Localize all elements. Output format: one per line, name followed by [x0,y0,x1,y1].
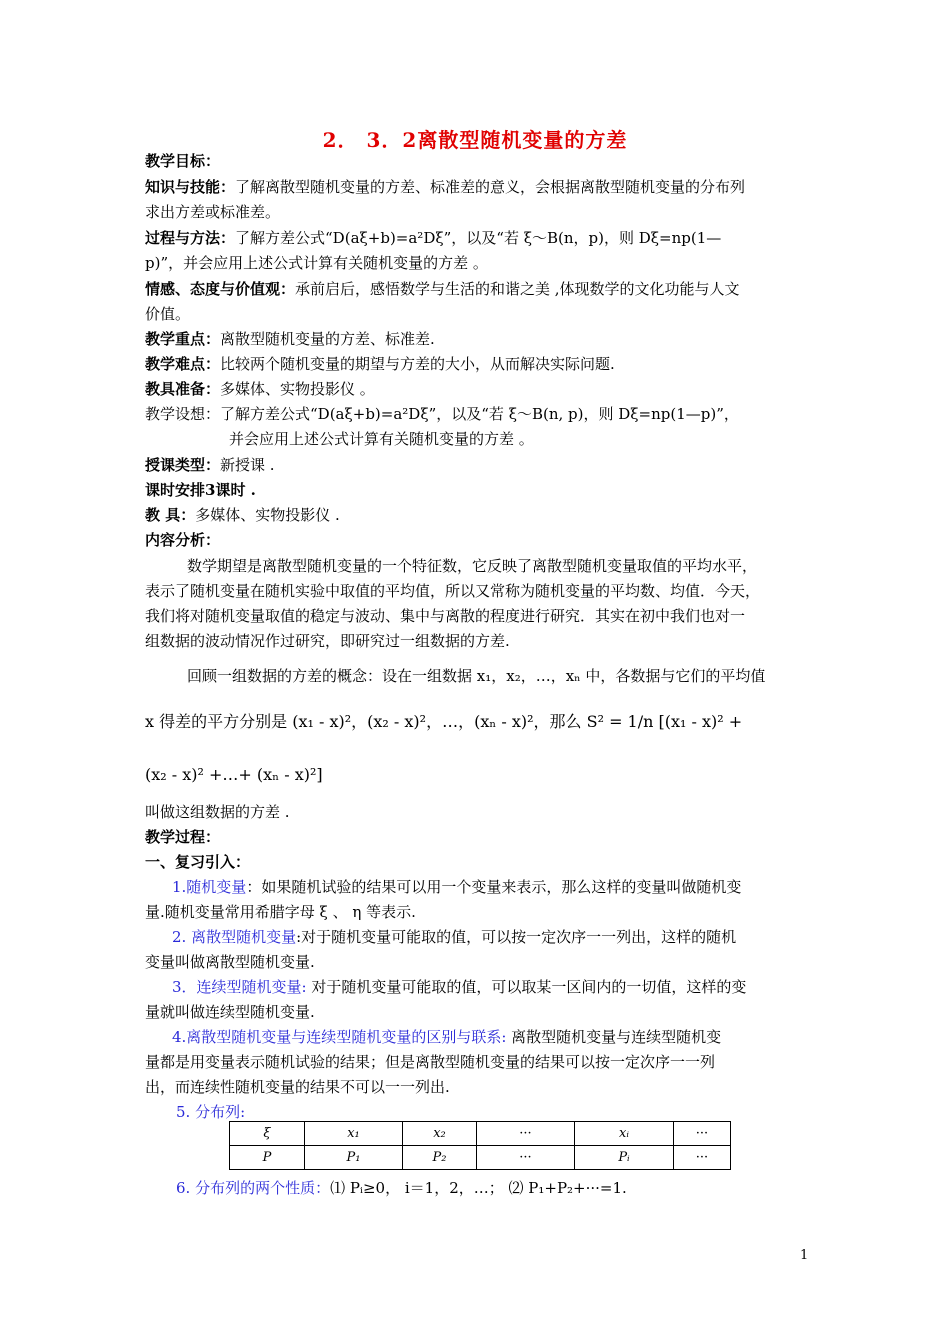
emotion-line-1 [145,277,740,301]
type-line [145,453,275,477]
item-text: 对于随机变量可能取的值，可以取某一区间内的一切值，这样的变 [306,978,747,996]
aids-label: 教 具： [145,506,196,524]
analysis-paragraph-line: 数学期望是离散型随机变量的一个特征数，它反映了离散型随机变量取值的平均水平， [187,557,758,575]
knowledge-line-1 [145,175,745,199]
properties-text: ⑴ Pᵢ≥0， i＝1，2，…； ⑵ P₁+P₂+···=1. [330,1179,627,1197]
distribution-heading: 5. 分布列: [176,1103,246,1121]
process-heading: 教学过程： [145,828,221,846]
section-heading: 一、复习引入： [145,853,251,871]
list-item [172,975,746,999]
idea-text-1: 教学设想：了解方差公式“D(aξ+b)=a²Dξ”，以及“若 ξ～B(n, p)，则 Dξ=np(1—p)”， [145,405,739,423]
table-cell: x₁ [305,1122,403,1146]
table-cell: x₂ [403,1122,477,1146]
aids-line [145,503,340,527]
table-row [230,1146,731,1170]
emotion-label: 情感、态度与价值观： [145,280,296,298]
process-line-1 [145,226,721,250]
key-text: 离散型随机变量的方差、标准差. [220,330,435,348]
hard-label: 教学难点： [145,355,221,373]
list-item [172,1025,721,1049]
type-label: 授课类型： [145,456,221,474]
analysis-paragraph-line: 组数据的波动情况作过研究，即研究过一组数据的方差. [145,632,510,650]
list-item [172,875,741,899]
idea-text-2: 并会应用上述公式计算有关随机变量的方差 。 [229,430,534,448]
item-text: 变量叫做离散型随机变量. [145,953,315,971]
analysis-heading: 内容分析： [145,531,221,549]
key-label: 教学重点： [145,330,221,348]
table-cell: P₂ [403,1146,477,1170]
table-row [230,1122,731,1146]
knowledge-text-2: 求出方差或标准差。 [145,203,281,221]
analysis-paragraph-line: 我们将对随机变量取值的稳定与波动、集中与离散的程度进行研究．其实在初中我们也对一 [145,607,746,625]
distribution-table [229,1121,731,1170]
hard-text: 比较两个随机变量的期望与方差的大小，从而解决实际问题. [220,355,615,373]
process-text-1: 了解方差公式“D(aξ+b)=a²Dξ”，以及“若 ξ～B(n，p)，则 Dξ=np(1— [235,229,722,247]
goals-heading: 教学目标： [145,152,221,170]
process-text-2: p)”，并会应用上述公式计算有关随机变量的方差 。 [145,254,488,272]
item-label: 4.离散型随机变量与连续型随机变量的区别与联系: [172,1028,507,1046]
table-cell: ··· [477,1122,575,1146]
table-cell: ··· [674,1122,731,1146]
hours-line: 课时安排3课时 . [145,481,256,499]
tools-line [145,377,375,401]
table-cell: ··· [477,1146,575,1170]
table-cell: ··· [674,1146,731,1170]
item-text: :对于随机变量可能取的值，可以按一定次序一一列出，这样的随机 [296,928,737,946]
review-line-3: (x₂ - x)² +…+ (xₙ - x)²] [145,765,323,784]
aids-text: 多媒体、实物投影仪 . [195,506,340,524]
page-number: 1 [800,1248,809,1263]
item-text: ：如果随机试验的结果可以用一个变量来表示，那么这样的变量叫做随机变 [246,878,742,896]
table-cell: P [230,1146,305,1170]
hard-line [145,352,615,376]
item-label: 1.随机变量 [172,878,247,896]
knowledge-text-1: 了解离散型随机变量的方差、标准差的意义，会根据离散型随机变量的分布列 [235,178,746,196]
process-label: 过程与方法： [145,229,236,247]
properties-label: 6. 分布列的两个性质： [176,1179,331,1197]
analysis-paragraph-line: 表示了随机变量在随机实验中取值的平均值，所以又常称为随机变量的平均数、均值．今天， [145,582,761,600]
item-label: 3．连续型随机变量: [172,978,307,996]
review-line-1: 回顾一组数据的方差的概念：设在一组数据 x₁，x₂，…，xₙ 中，各数据与它们的平均值 [187,667,766,685]
item-text: 离散型随机变量与连续型随机变 [506,1028,722,1046]
type-text: 新授课 . [220,456,275,474]
table-cell: Pᵢ [575,1146,674,1170]
page-title: 2． 3．2离散型随机变量的方差 [322,128,628,152]
table-cell: ξ [230,1122,305,1146]
list-item [172,925,736,949]
key-line [145,327,435,351]
table-cell: xᵢ [575,1122,674,1146]
knowledge-label: 知识与技能： [145,178,236,196]
item-text: 量都是用变量表示随机试验的结果；但是离散型随机变量的结果可以按一定次序一一列 [145,1053,716,1071]
item-text: 量就叫做连续型随机变量. [145,1003,315,1021]
review-line-4: 叫做这组数据的方差 . [145,803,290,821]
table-cell: P₁ [305,1146,403,1170]
review-line-2: x 得差的平方分别是 (x₁ - x)²，(x₂ - x)²，…，(xₙ - x)²，那么 S² = 1/n [(x₁ - x)² + [145,712,743,731]
tools-text: 多媒体、实物投影仪 。 [220,380,375,398]
item-text: 出，而连续性随机变量的结果不可以一一列出. [145,1078,450,1096]
item-label: 2. 离散型随机变量 [172,928,297,946]
properties-line [176,1176,627,1200]
emotion-text-1: 承前启后，感悟数学与生活的和谐之美 ,体现数学的文化功能与人文 [295,280,740,298]
emotion-text-2: 价值。 [145,305,191,323]
tools-label: 教具准备： [145,380,221,398]
item-text: 量.随机变量常用希腊字母 ξ 、 η 等表示. [145,903,416,921]
